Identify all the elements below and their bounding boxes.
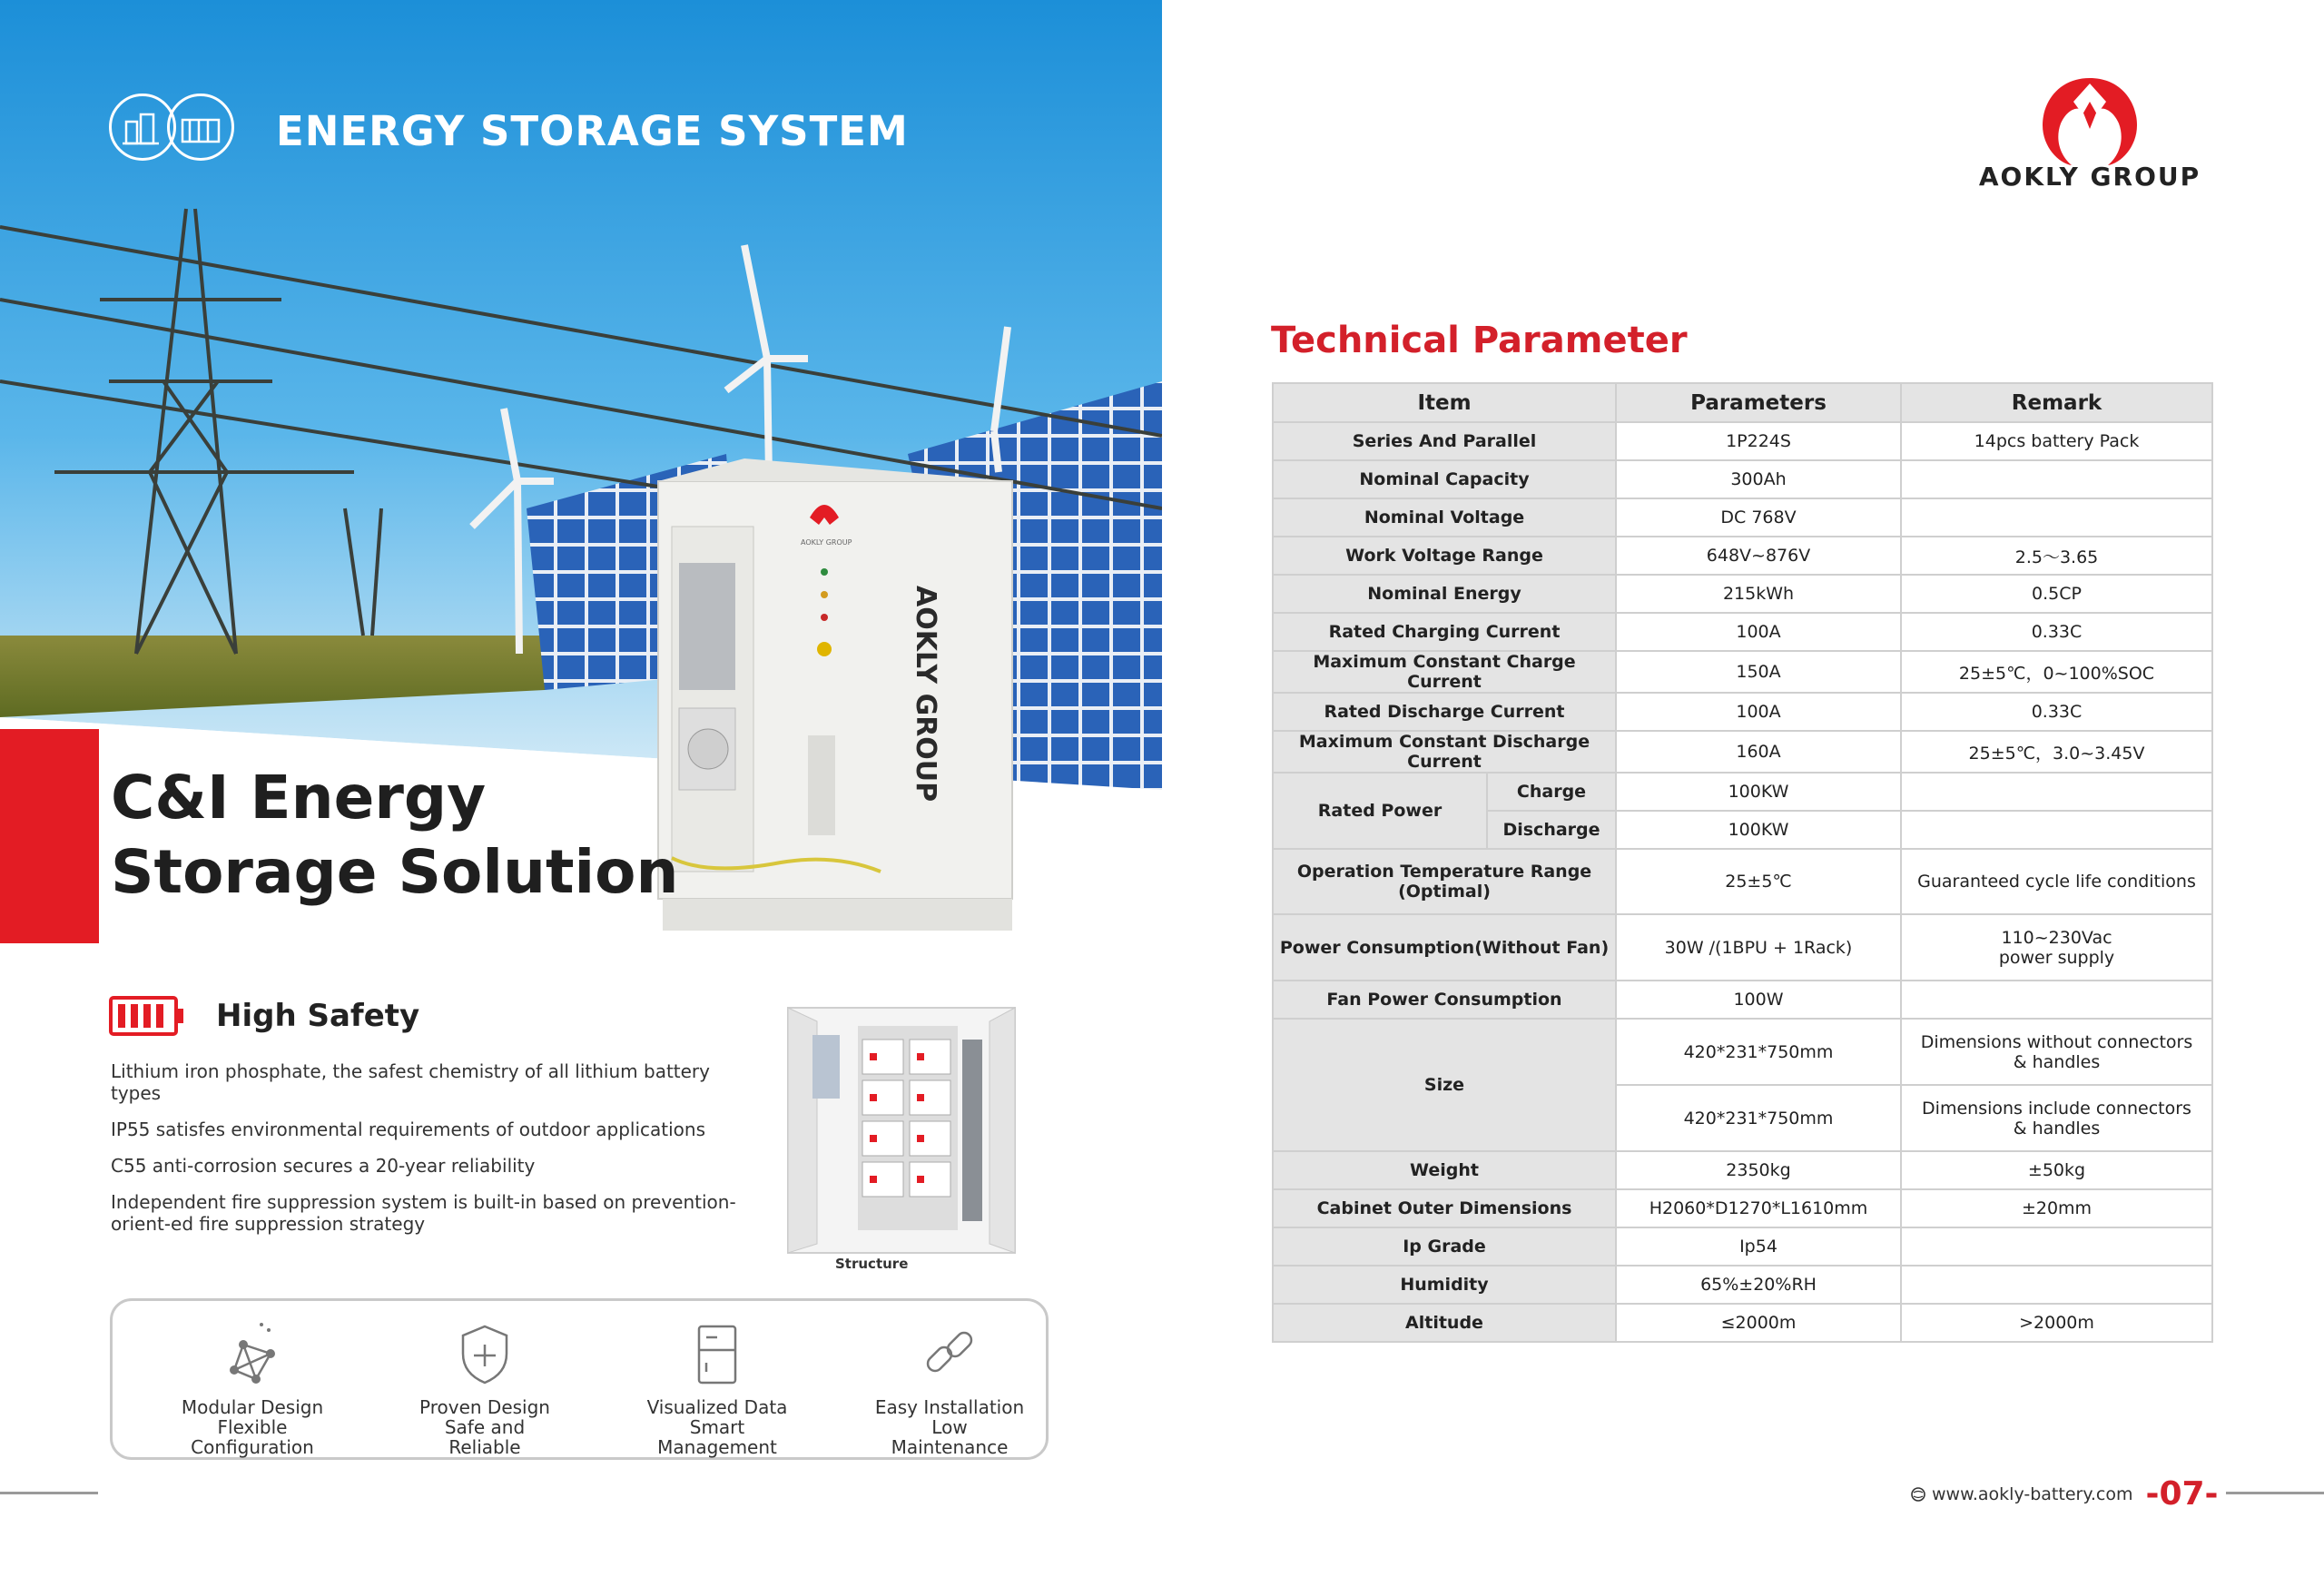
- features-box: [110, 1298, 1049, 1460]
- table-row: [1273, 731, 2212, 773]
- row-value: 648V~876V: [1616, 537, 1901, 575]
- row-value: H2060*D1270*L1610mm: [1616, 1189, 1901, 1227]
- row-value: 30W /(1BPU + 1Rack): [1616, 914, 1901, 981]
- cabinet-brand-text: AOKLY GROUP: [910, 586, 941, 803]
- aokly-logo-icon: [1965, 74, 2215, 165]
- table-row: [1273, 1151, 2212, 1189]
- globe-icon: [1910, 1486, 1926, 1503]
- logo-text: AOKLY GROUP: [1978, 162, 2201, 192]
- row-label: Rated Power: [1273, 773, 1487, 849]
- header-item: Item: [1273, 383, 1616, 422]
- network-icon: [216, 1317, 289, 1390]
- row-remark: [1901, 981, 2212, 1019]
- link-icon: [913, 1317, 986, 1390]
- footer: [1910, 1475, 2218, 1513]
- row-remark: 0.5CP: [1901, 575, 2212, 613]
- row-remark-line: power supply: [1998, 947, 2115, 968]
- feature-line: Visualized Data: [646, 1396, 788, 1418]
- row-value: 25±5℃: [1616, 849, 1901, 914]
- feature-line: Proven Design: [419, 1396, 550, 1418]
- row-remark: [1901, 460, 2212, 498]
- tech-table: [1272, 382, 2213, 1343]
- row-label: Series And Parallel: [1273, 422, 1616, 460]
- page-number: -07-: [2145, 1475, 2219, 1513]
- row-remark: [1901, 498, 2212, 537]
- safety-bullet: Lithium iron phosphate, the safest chemistry of all lithium battery types: [111, 1060, 710, 1104]
- row-value: 300Ah: [1616, 460, 1901, 498]
- table-row: [1273, 651, 2212, 693]
- feature-proven: [394, 1301, 576, 1457]
- row-remark: [1901, 1085, 2212, 1151]
- row-label: Rated Discharge Current: [1273, 693, 1616, 731]
- header-parameters: Parameters: [1616, 383, 1901, 422]
- hero-title: [111, 761, 679, 910]
- table-row: [1273, 981, 2212, 1019]
- row-label: Nominal Energy: [1273, 575, 1616, 613]
- feature-modular: [162, 1301, 343, 1457]
- row-label: Power Consumption(Without Fan): [1273, 914, 1616, 981]
- feature-line: Low: [931, 1416, 968, 1438]
- row-label-line: Operation Temperature Range: [1296, 862, 1592, 882]
- feature-visualized: [626, 1301, 808, 1457]
- row-sublabel: Charge: [1487, 773, 1616, 811]
- row-value: 65%±20%RH: [1616, 1266, 1901, 1304]
- row-value: 100A: [1616, 613, 1901, 651]
- feature-easy: [859, 1301, 1040, 1457]
- row-label: Altitude: [1273, 1304, 1616, 1342]
- battery-icon: [109, 994, 185, 1038]
- row-remark-line: & handles: [2013, 1051, 2101, 1072]
- row-remark: 2.5～3.65: [1901, 537, 2212, 575]
- table-row: [1273, 422, 2212, 460]
- row-remark: [1901, 811, 2212, 849]
- row-label: Fan Power Consumption: [1273, 981, 1616, 1019]
- row-remark: 25±5℃，3.0~3.45V: [1901, 731, 2212, 773]
- row-remark: [1901, 773, 2212, 811]
- device-icon: [681, 1317, 753, 1390]
- row-value: 100W: [1616, 981, 1901, 1019]
- row-value: 215kWh: [1616, 575, 1901, 613]
- row-remark: [1901, 1019, 2212, 1085]
- row-label: Maximum Constant Charge Current: [1273, 651, 1616, 693]
- feature-line: Flexible: [217, 1416, 288, 1438]
- row-label-line: (Optimal): [1398, 882, 1491, 902]
- structure-image: [788, 1008, 1015, 1253]
- row-label: Nominal Voltage: [1273, 498, 1616, 537]
- footer-url[interactable]: www.aokly-battery.com: [1932, 1483, 2133, 1504]
- row-remark: [1901, 914, 2212, 981]
- row-value: 420*231*750mm: [1616, 1019, 1901, 1085]
- cabinet-small-brand-text: AOKLY GROUP: [801, 538, 852, 547]
- shield-icon: [448, 1317, 521, 1390]
- bottom-rule: [0, 1492, 98, 1494]
- row-remark: ±50kg: [1901, 1151, 2212, 1189]
- safety-bullet: Independent fire suppression system is built-in based on prevention-orient-ed fire suppression strategy: [111, 1191, 736, 1235]
- row-value: Ip54: [1616, 1227, 1901, 1266]
- table-row: [1273, 1266, 2212, 1304]
- row-value: 100A: [1616, 693, 1901, 731]
- row-label: Weight: [1273, 1151, 1616, 1189]
- table-row: [1273, 575, 2212, 613]
- safety-bullets: [111, 1060, 737, 1249]
- table-row: [1273, 849, 2212, 914]
- row-remark-line: 110~230Vac: [2001, 927, 2112, 948]
- row-label: Cabinet Outer Dimensions: [1273, 1189, 1616, 1227]
- row-remark: Guaranteed cycle life conditions: [1901, 849, 2212, 914]
- feature-line: Configuration: [191, 1436, 314, 1458]
- table-row: [1273, 773, 2212, 811]
- bottom-rule: [2226, 1492, 2324, 1494]
- table-row: [1273, 460, 2212, 498]
- hero-title-line1: C&I Energy: [111, 763, 487, 833]
- row-remark: 0.33C: [1901, 693, 2212, 731]
- factory-icon: [167, 94, 234, 161]
- feature-line: Maintenance: [891, 1436, 1009, 1458]
- feature-line: Management: [657, 1436, 777, 1458]
- table-row: [1273, 1189, 2212, 1227]
- table-row: [1273, 1019, 2212, 1085]
- table-row: [1273, 613, 2212, 651]
- row-remark: [1901, 1266, 2212, 1304]
- structure-caption: Structure: [835, 1256, 909, 1272]
- feature-line: Easy Installation: [874, 1396, 1025, 1418]
- safety-bullet: IP55 satisfes environmental requirements of outdoor applications: [111, 1119, 705, 1140]
- row-remark: 0.33C: [1901, 613, 2212, 651]
- section-title: ENERGY STORAGE SYSTEM: [276, 107, 909, 155]
- row-value: 100KW: [1616, 773, 1901, 811]
- row-value: 2350kg: [1616, 1151, 1901, 1189]
- row-label: Work Voltage Range: [1273, 537, 1616, 575]
- cabinet-image: [658, 458, 1012, 931]
- table-row: [1273, 693, 2212, 731]
- hero-title-line2: Storage Solution: [111, 837, 679, 907]
- feature-line: Smart: [689, 1416, 745, 1438]
- header-badge: [109, 94, 225, 161]
- safety-bullet: C55 anti-corrosion secures a 20-year reliability: [111, 1155, 536, 1177]
- row-value: 160A: [1616, 731, 1901, 773]
- row-label: Humidity: [1273, 1266, 1616, 1304]
- accent-bar: [0, 729, 99, 943]
- table-row: [1273, 1304, 2212, 1342]
- row-remark-line: & handles: [2013, 1118, 2101, 1138]
- safety-title: High Safety: [216, 998, 420, 1034]
- feature-line: Safe and: [444, 1416, 526, 1438]
- table-row: [1273, 498, 2212, 537]
- row-label: Ip Grade: [1273, 1227, 1616, 1266]
- row-value: 1P224S: [1616, 422, 1901, 460]
- row-label: Rated Charging Current: [1273, 613, 1616, 651]
- row-remark: [1901, 1227, 2212, 1266]
- row-value: DC 768V: [1616, 498, 1901, 537]
- row-remark: >2000m: [1901, 1304, 2212, 1342]
- row-value: 100KW: [1616, 811, 1901, 849]
- row-value: 150A: [1616, 651, 1901, 693]
- table-row: [1273, 1227, 2212, 1266]
- table-row: [1273, 537, 2212, 575]
- table-header-row: [1273, 383, 2212, 422]
- row-label: Maximum Constant Discharge Current: [1273, 731, 1616, 773]
- row-remark: 14pcs battery Pack: [1901, 422, 2212, 460]
- feature-line: Modular Design: [181, 1396, 324, 1418]
- row-remark-line: Dimensions include connectors: [1922, 1098, 2191, 1119]
- row-label: Nominal Capacity: [1273, 460, 1616, 498]
- safety-heading: [109, 994, 419, 1038]
- feature-line: Reliable: [448, 1436, 521, 1458]
- row-value: ≤2000m: [1616, 1304, 1901, 1342]
- row-value: 420*231*750mm: [1616, 1085, 1901, 1151]
- row-sublabel: Discharge: [1487, 811, 1616, 849]
- row-label: Size: [1273, 1019, 1616, 1151]
- row-remark: ±20mm: [1901, 1189, 2212, 1227]
- company-logo: [1965, 74, 2215, 192]
- table-row: [1273, 914, 2212, 981]
- tech-title: Technical Parameter: [1271, 320, 1688, 361]
- row-remark-line: Dimensions without connectors: [1920, 1031, 2193, 1052]
- row-remark: 25±5℃，0~100%SOC: [1901, 651, 2212, 693]
- row-label: [1273, 849, 1616, 914]
- header-remark: Remark: [1901, 383, 2212, 422]
- building-icon: [109, 94, 176, 161]
